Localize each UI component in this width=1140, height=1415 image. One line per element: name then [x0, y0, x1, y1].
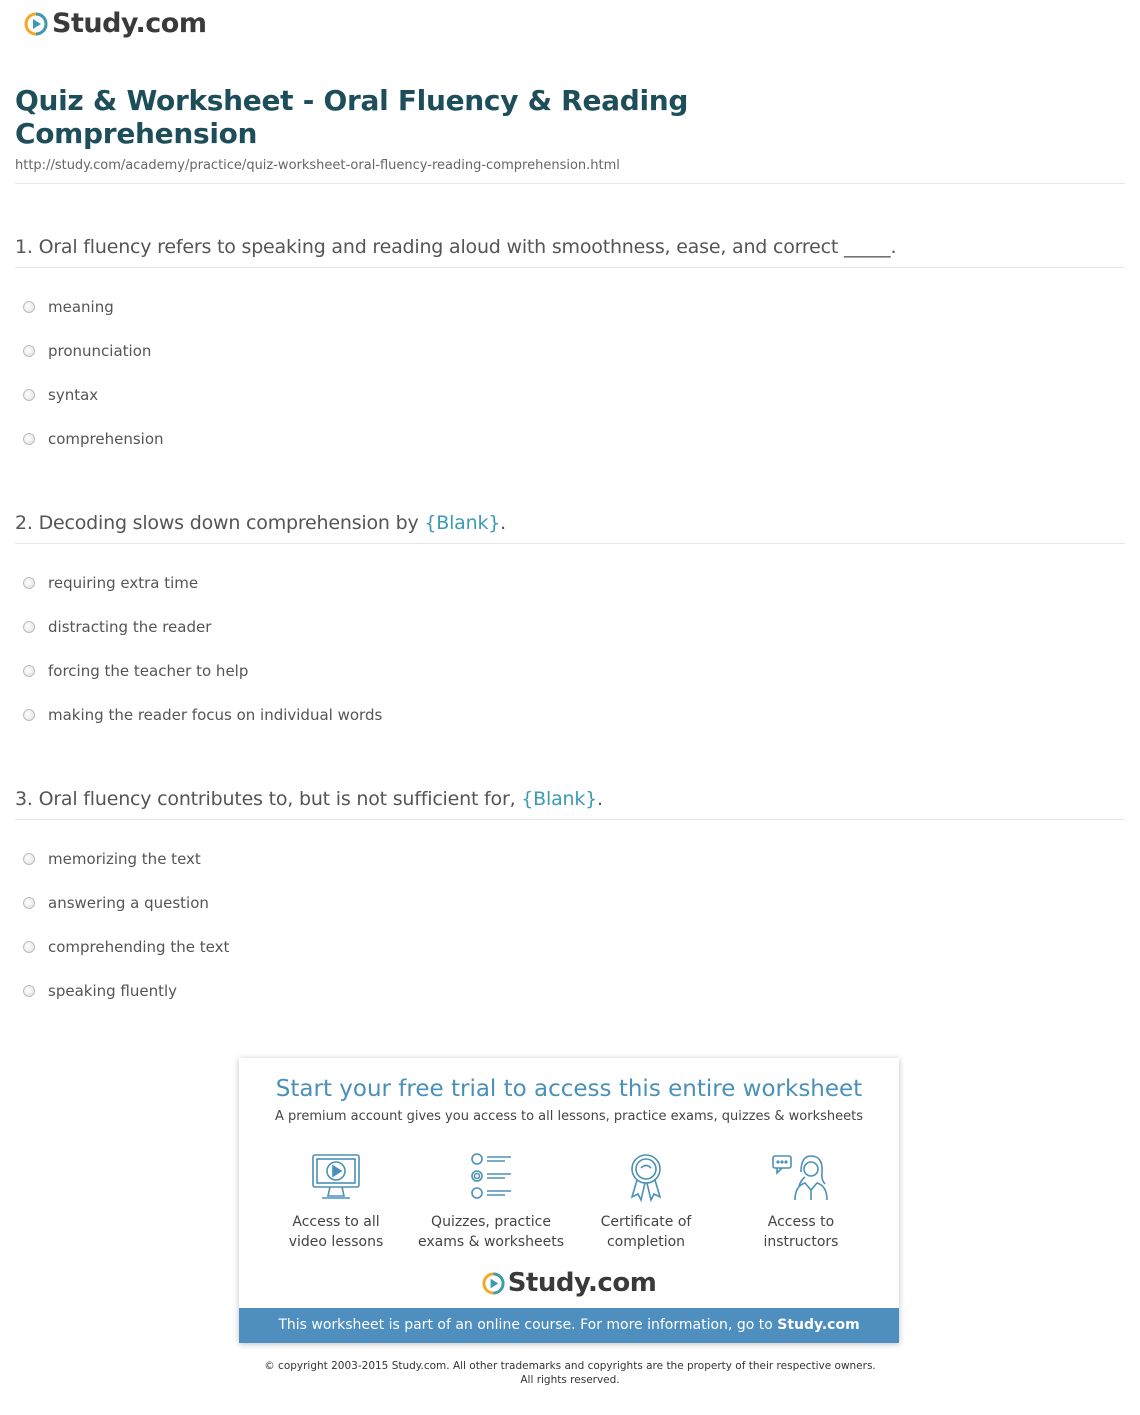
question-1: [15, 236, 896, 258]
question-text: 1. Oral fluency refers to speaking and reading aloud with smoothness, ease, and correct _____.: [15, 236, 897, 258]
question-blank: {Blank}: [424, 512, 501, 534]
footer-link[interactable]: Study.com: [777, 1317, 860, 1333]
feature-line-1: Access to: [767, 1214, 835, 1230]
page-url: http://study.com/academy/practice/quiz-worksheet-oral-fluency-reading-comprehension.html: [15, 158, 620, 173]
radio-button[interactable]: [23, 389, 35, 401]
free-trial-promo[interactable]: [239, 1058, 899, 1343]
answer-option[interactable]: [23, 938, 229, 956]
feature-certificate: [571, 1152, 721, 1252]
option-label: pronunciation: [48, 342, 152, 360]
radio-button[interactable]: [23, 433, 35, 445]
promo-footer: [239, 1308, 899, 1343]
answer-option[interactable]: [23, 342, 151, 360]
divider: [15, 183, 1125, 184]
feature-line-2: completion: [606, 1234, 686, 1250]
feature-line-1: Certificate of: [600, 1214, 692, 1230]
radio-button[interactable]: [23, 897, 35, 909]
answer-option[interactable]: [23, 982, 177, 1000]
logo-text: Study.com: [507, 1268, 657, 1298]
study-logo[interactable]: [24, 8, 206, 39]
answer-option[interactable]: [23, 894, 209, 912]
footer-text: This worksheet is part of an online course. For more information, go to: [278, 1317, 778, 1333]
instructor-icon: [771, 1152, 831, 1202]
answer-option[interactable]: [23, 298, 114, 316]
answer-option[interactable]: [23, 618, 211, 636]
feature-line-1: Quizzes, practice: [431, 1214, 551, 1230]
option-label: comprehension: [48, 430, 164, 448]
option-label: answering a question: [48, 894, 209, 912]
feature-video-lessons: [261, 1152, 411, 1252]
question-text: 3. Oral fluency contributes to, but is not sufficient for,: [15, 788, 522, 810]
feature-line-2: instructors: [763, 1234, 839, 1250]
page-title: Quiz & Worksheet - Oral Fluency & Reading Comprehension: [15, 84, 689, 150]
radio-button[interactable]: [23, 665, 35, 677]
radio-button[interactable]: [23, 853, 35, 865]
video-lesson-icon: [310, 1152, 362, 1202]
feature-line-2: exams & worksheets: [417, 1234, 565, 1250]
divider: [15, 267, 1125, 268]
radio-button[interactable]: [23, 345, 35, 357]
answer-option[interactable]: [23, 386, 98, 404]
question-blank: {Blank}: [521, 788, 598, 810]
question-text: 2. Decoding slows down comprehension by: [15, 512, 425, 534]
option-label: comprehending the text: [48, 938, 230, 956]
radio-button[interactable]: [23, 941, 35, 953]
answer-option[interactable]: [23, 574, 198, 592]
radio-button[interactable]: [23, 577, 35, 589]
question-suffix: .: [597, 788, 603, 810]
option-label: syntax: [48, 386, 99, 404]
copyright-line-1: © copyright 2003-2015 Study.com. All other trademarks and copyrights are the property of their respective owners.: [264, 1360, 876, 1372]
logo-text: Study.com: [52, 8, 207, 39]
option-label: distracting the reader: [48, 618, 212, 636]
answer-option[interactable]: [23, 706, 382, 724]
feature-quizzes: [416, 1152, 566, 1252]
option-label: memorizing the text: [48, 850, 201, 868]
certificate-icon: [620, 1152, 672, 1202]
question-suffix: .: [500, 512, 506, 534]
option-label: speaking fluently: [48, 982, 178, 1000]
play-logo-icon: [482, 1272, 505, 1295]
feature-instructors: [726, 1152, 876, 1252]
question-2: [15, 512, 506, 534]
play-logo-icon: [24, 12, 48, 36]
radio-button[interactable]: [23, 709, 35, 721]
option-label: meaning: [48, 298, 114, 316]
feature-line-1: Access to all: [292, 1214, 380, 1230]
radio-button[interactable]: [23, 985, 35, 997]
radio-button[interactable]: [23, 301, 35, 313]
question-3: [15, 788, 603, 810]
answer-option[interactable]: [23, 662, 248, 680]
answer-option[interactable]: [23, 430, 164, 448]
option-label: forcing the teacher to help: [48, 662, 249, 680]
copyright-line-2: All rights reserved.: [520, 1374, 620, 1386]
answer-option[interactable]: [23, 850, 201, 868]
divider: [15, 819, 1125, 820]
copyright: [0, 1359, 1140, 1387]
promo-title[interactable]: Start your free trial to access this entire worksheet: [275, 1076, 863, 1102]
divider: [15, 543, 1125, 544]
option-label: requiring extra time: [48, 574, 199, 592]
promo-subtitle: A premium account gives you access to all lessons, practice exams, quizzes & worksheets: [275, 1109, 863, 1124]
option-label: making the reader focus on individual words: [48, 706, 383, 724]
quiz-list-icon: [465, 1152, 517, 1202]
radio-button[interactable]: [23, 621, 35, 633]
promo-logo[interactable]: [239, 1268, 899, 1298]
feature-line-2: video lessons: [288, 1234, 384, 1250]
